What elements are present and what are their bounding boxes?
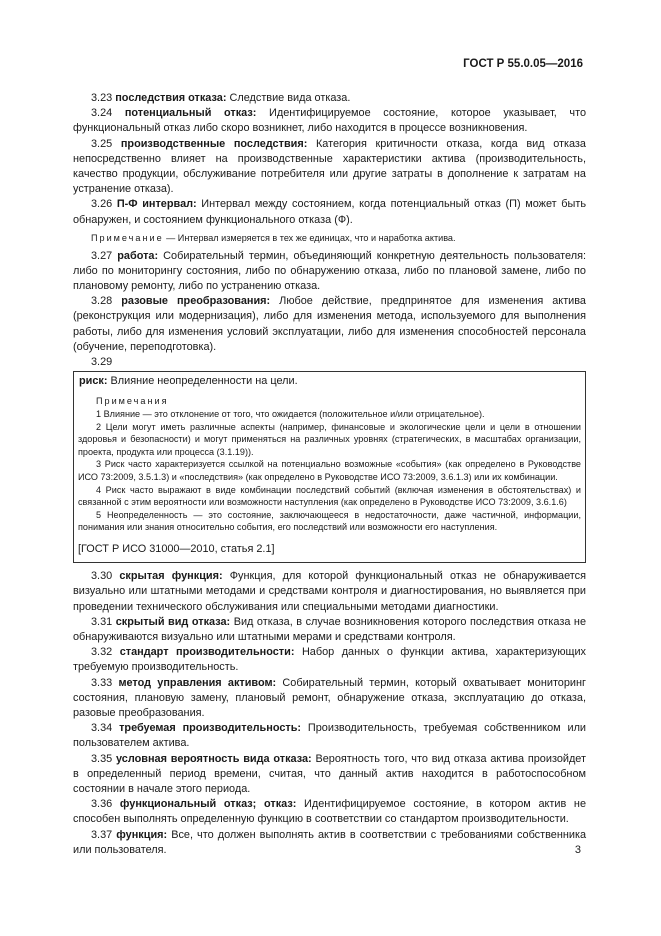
entry-definition: Набор данных о функции актива, характеризующих требуемую производительность. [73,646,587,674]
entry-number: 3.37 [91,828,113,841]
entry-term: П-Ф интервал: [116,198,197,211]
entry-term: скрытая функция: [119,570,223,583]
note-text: — Интервал измеряется в тех же единицах, что и наработка актива. [163,232,456,243]
risk-definition [79,374,581,389]
entry-definition: Вид отказа, в случае возникновения которого последствия отказа не обнаруживаются визуально или штатными мерами и средствами контроля. [73,615,586,643]
entry-number: 3.30 [91,570,113,583]
entry-3-33 [73,676,586,722]
risk-reference: [ГОСТ Р ИСО 31000—2010, статья 2.1] [78,542,275,555]
note-3-26 [73,232,586,245]
entry-number: 3.32 [91,646,113,659]
risk-note-1: 1 Влияние — это отклонение от того, что ожидается (положительное и/или отрицательное). [96,409,485,420]
entry-term: последствия отказа: [115,92,227,104]
entry-term: скрытый вид отказа: [115,615,231,628]
page-number: 3 [574,844,581,856]
entry-number: 3.36 [91,798,113,811]
entry-number: 3.23 [91,92,113,104]
entry-number: 3.35 [91,752,113,765]
entry-3-23 [73,91,586,106]
entry-number: 3.26 [91,198,113,211]
risk-note-5: 5 Неопределенность — это состояние, заключающееся в недостаточности, даже частичной, информации, понимания или знания относительно события, его последствий или возможности его наступления. [78,509,581,533]
entry-number: 3.29 [91,356,113,369]
entry-term: метод управления активом: [118,676,277,689]
entry-3-24 [73,106,586,136]
entry-term: стандарт производительности: [119,646,295,659]
entry-3-35 [73,752,586,798]
entry-3-37 [73,828,586,858]
risk-note-3: 3 Риск часто характеризуется ссылкой на потенциально возможные «события» (как определено в Руководстве ИСО 73:2009, 3.5.1.3) и «последствия» (как определено в Руководстве ИСО 73:2009, 3.6.1.3) или их комбинации. [78,459,581,483]
entry-3-34 [73,721,586,751]
document-body [73,91,586,858]
entry-definition: Влияние неопределенности на цели. [107,375,298,388]
entry-number: 3.31 [91,615,113,628]
entry-3-28 [73,294,586,355]
entry-term: функция: [116,828,168,841]
entry-3-30 [73,569,586,615]
entry-definition: Любое действие, предпринятое для изменения актива (реконструкция или модернизация), либо для изменения метода, используемого для выполнения работы, либо для изменения условий эксплуатации, либо для изменения способностей персонала (обучение, переподготовка). [73,295,586,353]
document-header: ГОСТ Р 55.0.05—2016 [463,58,583,70]
entry-term: разовые преобразования: [121,295,271,308]
entry-number: 3.33 [91,676,113,689]
entry-definition: Идентифицируемое состояние, в котором актив не способен выполнять определенную функцию в соответствии со стандартом производительности. [73,798,586,826]
entry-3-29 [73,355,586,370]
entry-definition: Вероятность того, что вид отказа актива произойдет в определенный период времени, считая, что данный актив находится в работоспособном состоянии в начале этого периода. [73,752,586,796]
entry-number: 3.34 [91,722,113,735]
entry-term: условная вероятность вида отказа: [116,752,312,765]
notes-label: Примечания [96,396,169,407]
entry-number: 3.25 [91,137,113,150]
entry-term: требуемая производительность: [119,722,302,735]
note-label: Примечание [91,232,164,243]
entry-number: 3.28 [91,295,113,308]
entry-3-26 [73,197,586,227]
entry-definition: Следствие вида отказа. [226,92,351,104]
entry-3-32 [73,645,586,675]
risk-definition-box [73,371,586,563]
entry-definition: Идентифицируемое состояние, которое указывает, что функциональный отказ либо скоро возникнет, либо находится в процессе возникновения. [73,107,586,135]
risk-note-4: 4 Риск часто выражают в виде комбинации последствий событий (включая изменения в обстоятельствах) и связанной с этим вероятности или возможности наступления (как определено в Руководстве ИСО 73:2009, 3.6.1.6) [78,484,581,508]
entry-definition: Производительность, требуемая собственником или пользователем актива. [73,722,587,750]
entry-term: риск: [79,375,108,388]
entry-definition: Интервал между состоянием, когда потенциальный отказ (П) может быть обнаружен, и состоянием функционального отказа (Ф). [73,198,586,226]
entry-3-25 [73,137,586,198]
entry-number: 3.27 [91,249,113,262]
entry-definition: Категория критичности отказа, когда вид отказа непосредственно влияет на производственные характеристики актива (производительность, качество продукции, обслуживание потребителя или другие затраты в дополнение к затратам на устранение отказа). [73,137,586,196]
entry-definition: Собирательный термин, объединяющий конкретную деятельность пользователя: либо по мониторингу состояния, либо по обнаружению отказа, либо по плановой замене, либо по плановому ремонту, либо по устранению отказа. [73,249,587,293]
entry-3-36 [73,797,586,827]
entry-number: 3.24 [91,107,113,120]
entry-term: работа: [117,249,159,262]
entry-definition: Функция, для которой функциональный отказ не обнаруживается визуально или штатными методами и средствами контроля и диагностирования, но выявляется при проведении технического обслуживания или специальными методами диагностики. [73,570,587,613]
entry-definition: Собирательный термин, который охватывает мониторинг состояния, плановую замену, плановый ремонт, обнаружение отказа, эксплуатацию до отказа, разовые преобразования. [73,676,586,720]
entry-term: функциональный отказ; отказ: [119,798,297,811]
risk-note-2: 2 Цели могут иметь различные аспекты (например, финансовые и экологические цели и цели в отношении здоровья и безопасности) и могут применяться на различных уровнях (стратегических, в масштабах организации, проекта, продукта или процесса (3.1.19)). [78,421,581,457]
entry-term: потенциальный отказ: [124,107,257,120]
entry-definition: Все, что должен выполнять актив в соответствии с требованиями собственника или пользователя. [73,828,587,856]
entry-3-31 [73,615,586,645]
entry-3-27 [73,249,586,295]
entry-term: производственные последствия: [120,137,308,150]
